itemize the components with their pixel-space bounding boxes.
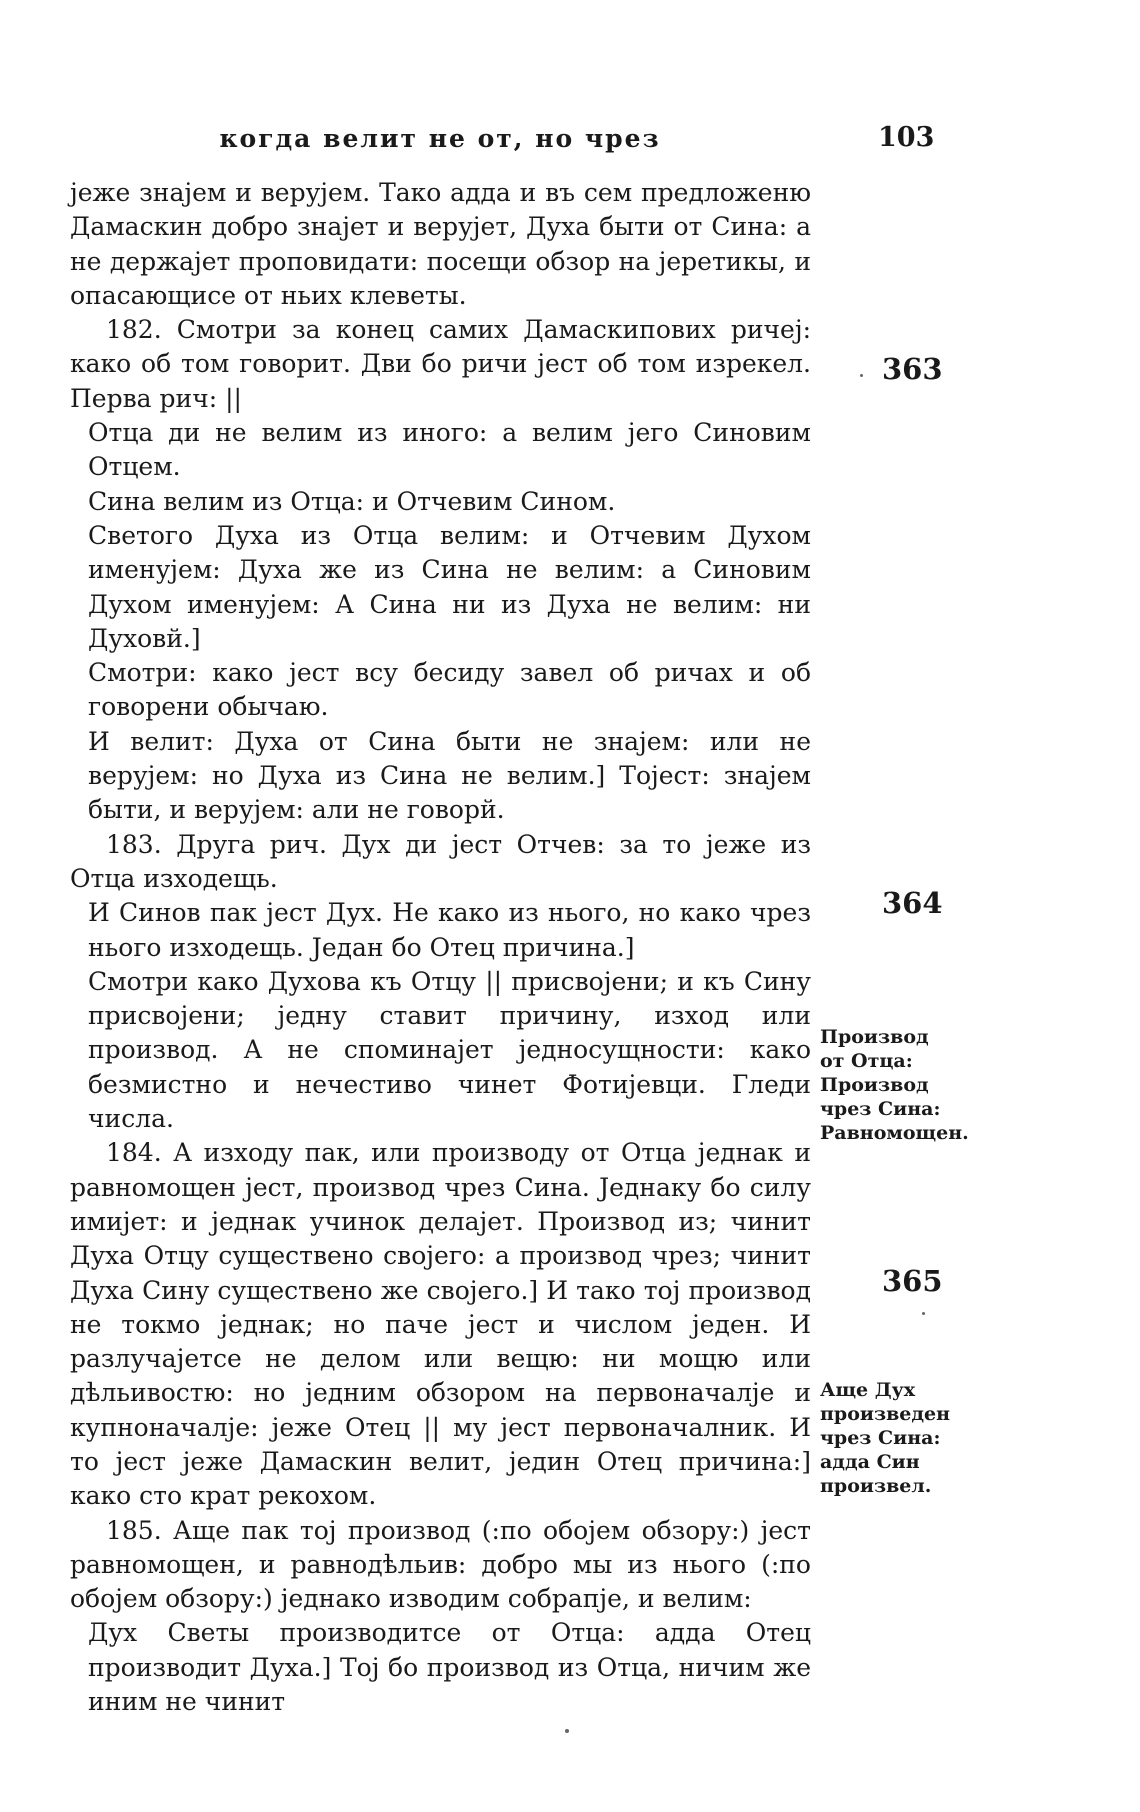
side-note: Производ от Отца: Производ чрез Сина: Равномощен. bbox=[820, 1026, 969, 1144]
margin-number: 364 bbox=[882, 886, 943, 920]
quote-line: И Синов пак јест Дух. Не како из нього, но како чрез нього изходещь. Један бо Отец причина.] bbox=[88, 898, 811, 962]
print-speck bbox=[860, 374, 863, 377]
paragraph-185: 185. Аще пак тој производ (:по обојем обзору:) јест равномощен, и равнодѣльив: добро мы из нього (:по обојем обзору:) једнако изводим собрапје, и велим: bbox=[70, 1515, 811, 1614]
print-speck bbox=[922, 1312, 925, 1315]
paragraph-182: 182. Смотри за конец самих Дамаскипових ричеј: како об том говорит. Дви бо ричи јест об том изрекел. Перва рич: || bbox=[70, 315, 811, 413]
quote-line: Светого Духа из Отца велим: и Отчевим Духом именујем: Духа же из Сина не велим: а Синовим Духом именујем: А Сина ни из Духа не велим: ни Духовй.] bbox=[88, 520, 811, 653]
paragraph-smotri: Смотри: како јест всу бесиду завел об ричах и об говорени обычаю. bbox=[88, 658, 811, 722]
body-text bbox=[70, 176, 811, 1719]
quote-line: Отца ди не велим из иного: а велим јего Синовим Отцем. bbox=[88, 418, 811, 482]
side-note: Аще Дух произведен чрез Сина: адда Син произвел. bbox=[820, 1379, 951, 1497]
quote-line: Сина велим из Отца: и Отчевим Сином. bbox=[88, 486, 616, 516]
paragraph-184: 184. А изходу пак, или производу от Отца једнак и равномощен јест, производ чрез Сина. Једнаку бо силу имијет: и једнак учинок делајет. Производ из; чинит Духа Отцу существено својего: а производ чрез; чинит Духа Сину существено же својего.] И тако тој производ не токмо једнак; но паче јест и числом једен. И разлучајетсе не делом или вещю: ни мощю или дѣльивостю: но једним обзором на первоначалје и купноначалје: јеже Отец || му јест первоначалник. И то јест јеже Дамаскин велит, једин Отец причина:] како сто крат рекохом. bbox=[70, 1138, 811, 1511]
margin-number: 365 bbox=[882, 1264, 943, 1298]
paragraph-final: Дух Светы производитсе от Отца: адда Отец производит Духа.] Тој бо производ из Отца, ничим же иним не чинит bbox=[88, 1618, 811, 1717]
margin-number: 363 bbox=[882, 352, 943, 386]
paragraph-183: 183. Друга рич. Дух ди јест Отчев: за то јеже из Отца изходещь. bbox=[70, 829, 811, 893]
page-number: 103 bbox=[878, 122, 935, 153]
paragraph-smotri-duhova: Смотри како Духова къ Отцу || присвојени; и къ Сину присвојени; једну ставит причину, изход или производ. А не споминајет једносущности: како безмистно и нечестиво чинет Фотијевци. Гледи числа. bbox=[88, 966, 811, 1134]
print-speck bbox=[565, 1729, 569, 1733]
running-title: когда велит не от, но чрез bbox=[219, 124, 661, 153]
paragraph-opening: јеже знајем и верујем. Тако адда и въ сем предложеню Дамаскин добро знајет и верујет, Духа быти от Сина: а не держајет проповидати: посещи обзор на јеретикы, и опасающисе от ньих клеветы. bbox=[70, 178, 811, 310]
paragraph-velit: И велит: Духа от Сина быти не знајем: или не верујем: но Духа из Сина не велим.] Тојест: знајем быти, и верујем: али не говорй. bbox=[88, 726, 811, 825]
